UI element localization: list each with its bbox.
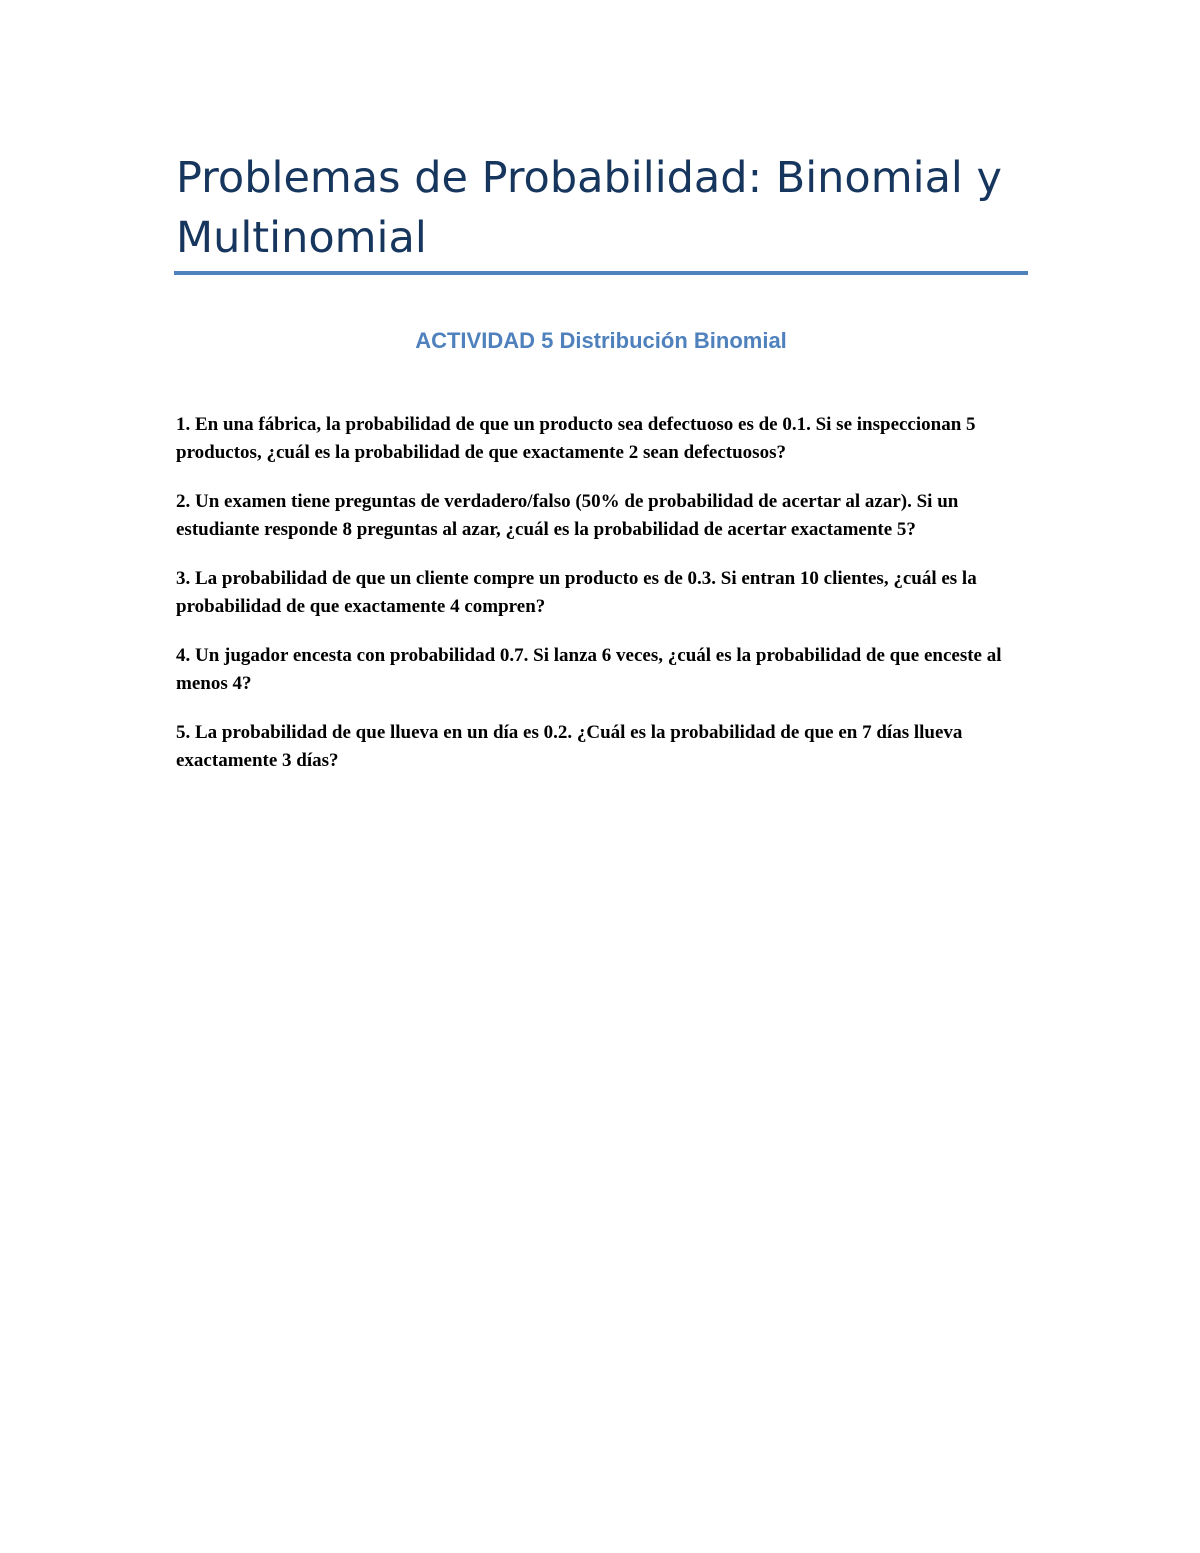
document-title: Problemas de Probabilidad: Binomial y Multinomial: [176, 153, 1002, 263]
activity-heading: ACTIVIDAD 5 Distribución Binomial: [415, 328, 787, 353]
problem-2: 2. Un examen tiene preguntas de verdadero/falso (50% de probabilidad de acertar al azar). Si un estudiante responde 8 preguntas al azar, ¿cuál es la probabilidad de acertar exactamente 5?: [176, 491, 959, 540]
problem-3: 3. La probabilidad de que un cliente compre un producto es de 0.3. Si entran 10 clientes, ¿cuál es la probabilidad de que exactamente 4 compren?: [176, 568, 977, 617]
problem-list: [176, 411, 1028, 796]
title-underline-rule: [174, 271, 1028, 275]
problem-1: 1. En una fábrica, la probabilidad de que un producto sea defectuoso es de 0.1. Si se inspeccionan 5 productos, ¿cuál es la probabilidad de que exactamente 2 sean defectuosos?: [176, 414, 976, 463]
problem-4: 4. Un jugador encesta con probabilidad 0.7. Si lanza 6 veces, ¿cuál es la probabilidad de que enceste al menos 4?: [176, 645, 1002, 694]
problem-5: 5. La probabilidad de que llueva en un día es 0.2. ¿Cuál es la probabilidad de que en 7 días llueva exactamente 3 días?: [176, 722, 963, 771]
